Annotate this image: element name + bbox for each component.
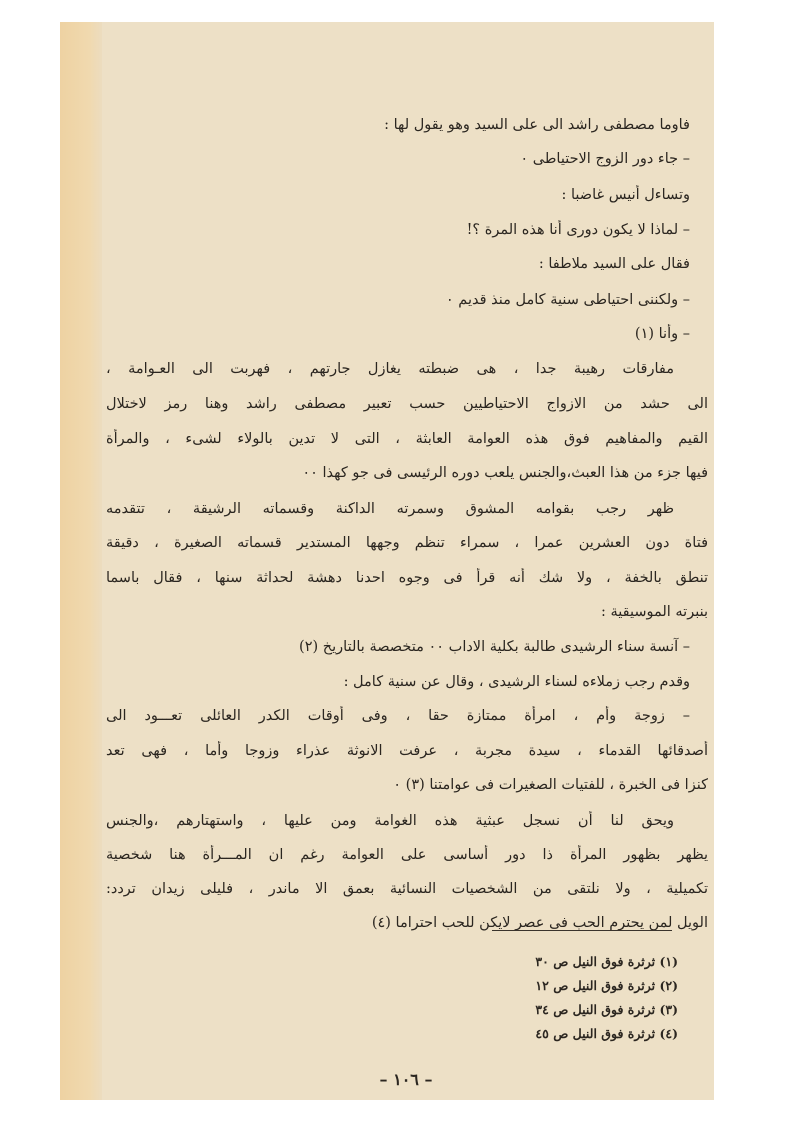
footnote: (١) ثرثرة فوق النيل ص ٣٠ — [535, 954, 678, 969]
footnote: (٣) ثرثرة فوق النيل ص ٣٤ — [535, 1002, 678, 1017]
body-line: مفارقات رهيبة جدا ، هى ضبطته يغازل جارتهم ، فهربت الى العـوامة ، — [106, 361, 674, 377]
body-line: بنبرته الموسيقية : — [600, 604, 708, 620]
page-text — [104, 22, 708, 1100]
body-line: تكميلية ، ولا نلتقى من الشخصيات النسائية بعمق الا ماندر ، فليلى زيدان تردد: — [106, 881, 708, 897]
body-line: وتساءل أنيس غاضبا : — [561, 187, 690, 203]
body-line: فاوما مصطفى راشد الى على السيد وهو يقول لها : — [384, 117, 690, 133]
body-line: وقدم رجب زملاءه لسناء الرشيدى ، وقال عن سنية كامل : — [343, 674, 690, 690]
body-line: فيها جزء من هذا العبث،والجنس يلعب دوره الرئيسى فى جو كهذا ٠٠ — [302, 465, 708, 481]
page-number: – ١٠٦ – — [379, 1070, 433, 1089]
body-line: فقال على السيد ملاطفا : — [538, 256, 690, 272]
body-line: الى حشد من الازواج الاحتياطيين حسب تعبير مصطفى راشد وهنا رمز لاختلال — [106, 396, 708, 412]
body-line: القيم والمفاهيم فوق هذه العوامة العابثة ، التى لا تدين بالولاء لشىء ، والمرأة — [106, 431, 708, 447]
footnote: (٤) ثرثرة فوق النيل ص ٤٥ — [535, 1026, 678, 1041]
body-line: كنزا فى الخبرة ، للفتيات الصغيرات فى عوامتنا (٣) ٠ — [393, 777, 708, 793]
footnote-rule — [492, 930, 672, 931]
body-line: فتاة دون العشرين عمرا ، سمراء تنظم وجهها المستدير قسماته الصغيرة ، دقيقة — [106, 535, 708, 551]
body-line: – آنسة سناء الرشيدى طالبة بكلية الاداب ٠٠ متخصصة بالتاريخ (٢) — [299, 639, 690, 655]
body-line: أصدقائها القدماء ، سيدة مجربة ، عرفت الانوثة عذراء وزوجا وأما ، فهى تعد — [106, 743, 708, 759]
body-line: – جاء دور الزوج الاحتياطى ٠ — [520, 151, 690, 167]
footnote: (٢) ثرثرة فوق النيل ص ١٢ — [535, 978, 678, 993]
body-line: الويل لمن يحترم الحب فى عصر لايكن للحب احتراما (٤) — [371, 915, 708, 931]
body-line: – وأنا (١) — [634, 326, 690, 342]
body-line: ويحق لنا أن نسجل عبثية هذه الغوامة ومن عليها ، واستهتارهم ،والجنس — [106, 813, 674, 829]
body-line: – ولكننى احتياطى سنية كامل منذ قديم ٠ — [445, 292, 690, 308]
body-line: ظهر رجب بقوامه المشوق وسمرته الداكنة وقسماته الرشيقة ، تتقدمه — [106, 501, 674, 517]
body-line: تنطق بالخفة ، ولا شك أنه قرأ فى وجوه احدنا دهشة لحداثة سنها ، فقال باسما — [106, 570, 708, 586]
body-line: يظهر بظهور المرأة ذا دور أساسى على العوامة رغم ان المـــرأة هنا شخصية — [106, 847, 708, 863]
book-spine-shadow — [60, 22, 102, 1100]
body-line: – لماذا لا يكون دورى أنا هذه المرة ؟! — [466, 222, 690, 238]
body-line: – زوجة وأم ، امرأة ممتازة حقا ، وفى أوقات الكدر العائلى تعـــود الى — [106, 708, 690, 724]
